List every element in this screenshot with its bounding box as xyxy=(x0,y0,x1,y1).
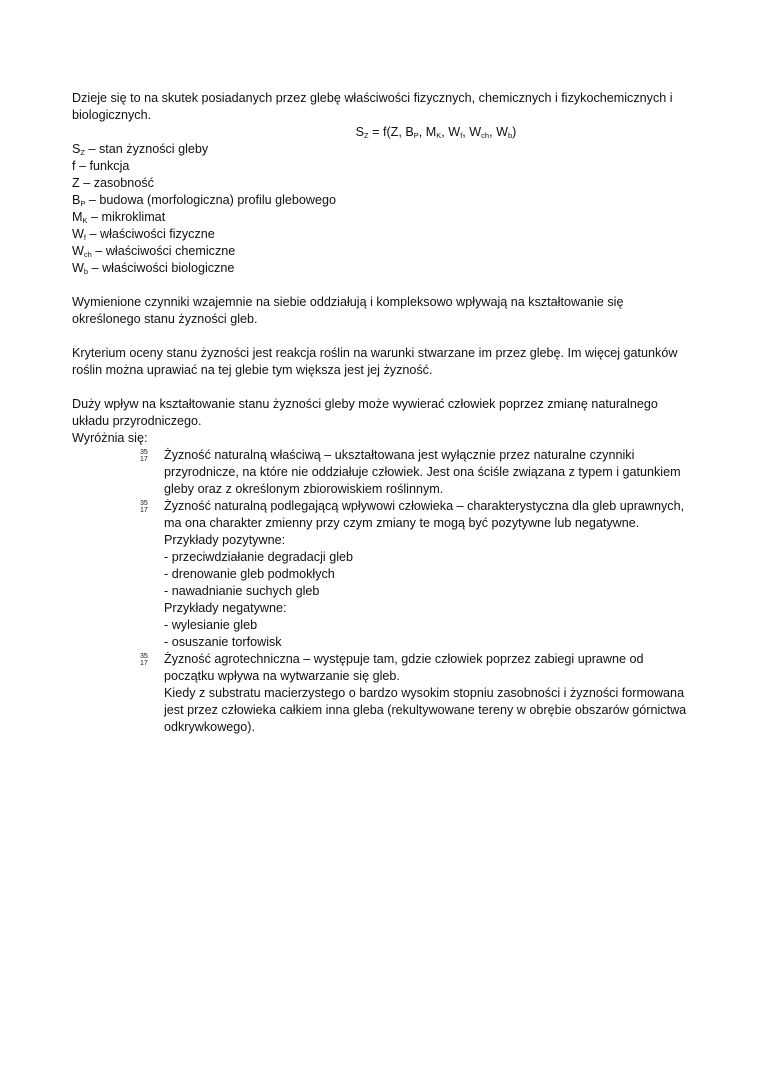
negative-example: - osuszanie torfowisk xyxy=(164,635,282,649)
fertility-formula: $S_Z = f(Z$, $B_P$, $M_K$, $W_f$, $W_{ch}$, $W_b$) xyxy=(355,125,517,140)
definition-item: f – funkcja xyxy=(72,159,130,173)
definition-item: $B_P$ – budowa (morfologiczna) profilu glebowego xyxy=(72,193,337,208)
definition-item: $W_f$ – właściwości fizyczne xyxy=(72,227,215,242)
bullet-icon: 35 17 xyxy=(140,500,148,514)
list-item: 35 17 Żyzność naturalną podlegającą wpływowi człowieka – charakterystyczna dla gleb uprawnych, ma ona charakter zmienny przy czym zmiany te mogą być pozytywne lub negatywne. Przykłady pozytywne: - przeciwdziałanie degradacji gleb - drenowanie gleb podmokłych - nawadnianie suchych gleb Przykłady negatywne: - wylesianie gleb - osuszanie torfowisk xyxy=(140,498,692,651)
paragraph-human-influence: Duży wpływ na kształtowanie stanu żyzności gleby może wywierać człowiek poprzez zmianę naturalnego układu przyrodniczego. xyxy=(72,397,658,428)
negative-example: - wylesianie gleb xyxy=(164,618,258,632)
positive-example: - nawadnianie suchych gleb xyxy=(164,584,320,598)
definition-list xyxy=(72,141,692,277)
list-item: 35 17 Żyzność agrotechniczna – występuje tam, gdzie człowiek poprzez zabiegi uprawne od początku wpływa na wytwarzanie się gleb. Kiedy z substratu macierzystego o bardzo wysokim stopniu zasobności i żyzności formowana jest przez człowieka całkiem inna gleba (rekultywowane tereny w obrębie obszarów górnictwa odkrywkowego). xyxy=(140,652,687,734)
positive-examples-heading: Przykłady pozytywne: xyxy=(164,533,286,547)
bullet-icon: 35 17 xyxy=(140,653,148,667)
positive-example: - przeciwdziałanie degradacji gleb xyxy=(164,550,354,564)
definition-item: Z – zasobność xyxy=(72,176,154,190)
paragraph-interaction: Wymienione czynniki wzajemnie na siebie oddziałują i kompleksowo wpływają na kształtowanie się określonego stanu żyzności gleb. xyxy=(72,295,624,326)
distinguish-label: Wyróżnia się: xyxy=(72,431,148,445)
bullet-icon: 35 17 xyxy=(140,449,148,463)
document-content xyxy=(72,90,692,736)
list-item: 35 17 Żyzność naturalną właściwą – ukształtowana jest wyłącznie przez naturalne czynniki przyrodnicze, na które nie oddziałuje człowiek. Jest ona ściśle związana z typem i gatunkiem gleby oraz z określonym zbiorowiskiem roślinnym. xyxy=(140,448,681,496)
paragraph-criterion: Kryterium oceny stanu żyzności jest reakcja roślin na warunki stwarzane im przez glebę. Im więcej gatunków roślin można uprawiać na tej glebie tym większa jest jej żyzność. xyxy=(72,346,678,377)
fertility-types-list xyxy=(140,447,692,736)
definition-item: $W_b$ – właściwości biologiczne xyxy=(72,261,235,276)
negative-examples-heading: Przykłady negatywne: xyxy=(164,601,287,615)
intro-paragraph: Dzieje się to na skutek posiadanych przez glebę właściwości fizycznych, chemicznych i fizykochemicznych i biologicznych. xyxy=(72,91,673,122)
definition-item: $S_Z$ – stan żyzności gleby xyxy=(72,142,209,157)
positive-example: - drenowanie gleb podmokłych xyxy=(164,567,335,581)
definition-item: $M_K$ – mikroklimat xyxy=(72,210,166,225)
definition-item: $W_{ch}$ – właściwości chemiczne xyxy=(72,244,236,259)
